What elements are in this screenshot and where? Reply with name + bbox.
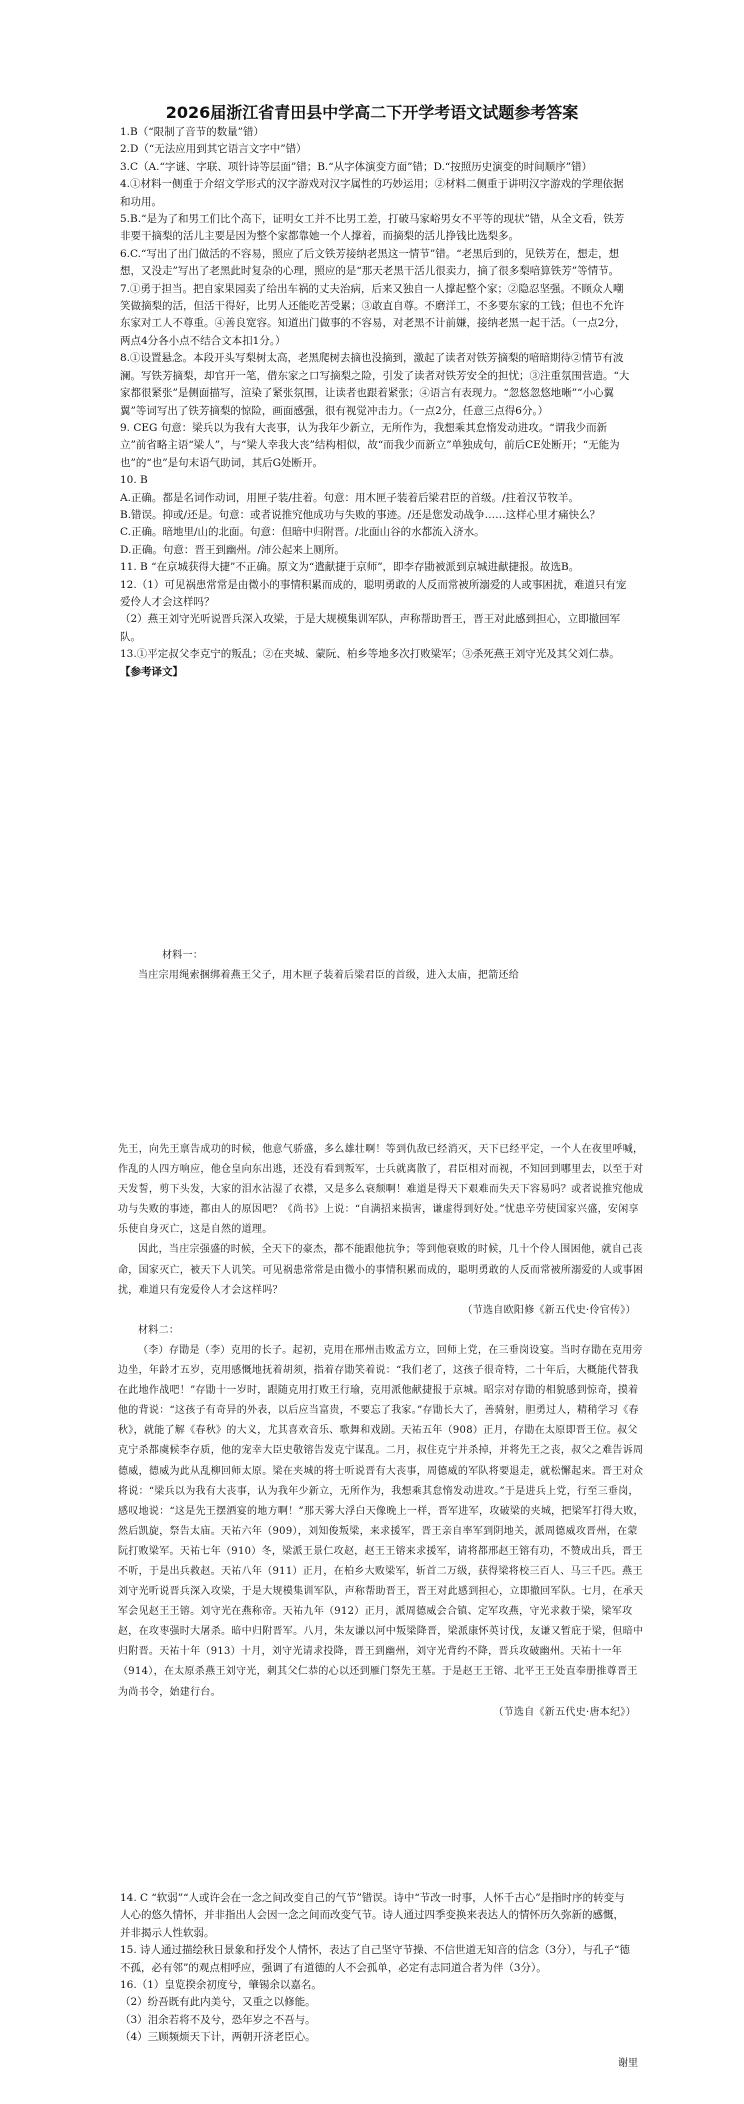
- translation-1-source: （节选自欧阳修《新五代史·伶官传》）: [462, 1304, 636, 1316]
- answer-item: C.正确。暗地里/山的北面。句意：但暗中归附晋。/北面山谷的水都流入济水。: [120, 526, 485, 539]
- material-2-label: 材料二：: [138, 1324, 180, 1336]
- answer-item: （3）泪余若将不及兮，恐年岁之不吾与。: [120, 2013, 316, 2026]
- answer-item: 15. 诗人通过描绘秋日景象和抒发个人情怀，表达了自己坚守节操、不信世道无知音的信念（3分），与孔子“德不孤，必有邻”的观点相呼应，强调了有道德的人不会孤单，必定有志同道合者为伴（3分）。: [120, 1944, 630, 1974]
- translation-1-part1: 当庄宗用绳索捆绑着燕王父子，用木匣子装着后梁君臣的首级，进入太庙，把箭还给: [138, 970, 520, 982]
- answer-item: A.正确。都是名词作动词，用匣子装/拄着。句意：用木匣子装着后梁君臣的首级。/拄着汉节牧羊。: [120, 491, 579, 504]
- translation-2-source: （节选自《新五代史·唐本纪》）: [493, 1706, 636, 1718]
- answer-item: 2.D（“无法应用到其它语言文字中”错）: [120, 143, 307, 156]
- answer-item: 3.C（A.“字谜、字联、项针诗等层面”错；B.“从字体演变方面”错；D.“按照历史演变的时间顺序”错）: [120, 160, 593, 173]
- answers-top: [120, 124, 630, 681]
- answer-item: 4.①材料一侧重于介绍文学形式的汉字游戏对汉字属性的巧妙运用；②材料二侧重于讲明汉字游戏的学理依据和功用。: [120, 178, 624, 208]
- answer-item: 1.B（“限制了音节的数量”错）: [120, 126, 264, 138]
- answer-item: 12.（1）可见祸患常常是由微小的事情积累而成的，聪明勇敢的人反而常被所溺爱的人或事困扰，难道只有宠爱伶人才会这样吗？: [120, 578, 627, 608]
- answer-item: 8.①设置悬念。本段开头写梨树太高，老黑爬树去摘也没摘到，激起了读者对铁芳摘梨的喑暗期待②情节有波澜。写铁芳摘梨，却官开一笔，借东家之口写摘梨之险，引发了读者对铁芳安全的担忧；③注重氛围营造。“大家都很紧张”是侧面描写，渲染了紧张氛围，让读者也跟着紧张；④语言有表现力。“忽悠忽悠地晰”“小心翼翼”等词写出了铁芳摘梨的惊险，画面感强，很有视觉冲击力。（一点2分，任意三点得6分。）: [120, 352, 630, 417]
- answer-item: B.错误。抑或/还是。句意：或者说推究他成功与失败的事迹。/还是您发动战争……这样心里才痛快么？: [120, 508, 601, 521]
- answer-item: 11. B “在京城获得大捷”不正确。原文为“遣献捷于京师”，即李存勖被派到京城进献捷报。故选B。: [120, 561, 580, 574]
- answer-item: （2）燕王刘守光听说晋兵深入攻梁，于是大规模集训军队，声称帮助晋王，晋王对此感到担心，立即撤回军队。: [120, 613, 621, 643]
- answer-item: 10. B: [120, 474, 148, 487]
- answer-item: 7.①勇于担当。把自家果园卖了给出车祸的丈夫治病，后来又独自一人撑起整个家；②隐忍坚强。不顾众人嘲笑做摘梨的活，但活干得好，比男人还能吃苦受累；③敢直自尊。不磨洋工，不多要东家的工钱；但也不允许东家对工人不尊重。④善良宽容。知道出门做事的不容易，对老黑不计前嫌，接纳老黑一起干活。（一点2分，两点4分各小点不结合文本扣1分。）: [120, 282, 626, 347]
- translation-1-part2: 先王，向先王禀告成功的时候，他意气骄盛，多么雄壮啊！等到仇敌已经消灭，天下已经平定，一个人在夜里呼喊，作乱的人四方响应，他仓皇向东出逃，还没有看到叛军，士兵就离散了，君臣相对而视，不知回到哪里去，以至于对天发誓，剪下头发，大家的泪水沾湿了衣襟，又是多么衰颓啊！难道是得天下艰难而失天下容易吗？或者说推究他成功与失败的事迹，都由人的原因吧？《尚书》上说：“自满招来损害，谦虚得到好处。”忧患辛劳使国家兴盛，安闲享乐使自身灭亡，这是自然的道理。: [118, 1144, 644, 1236]
- translation-1-head: [118, 946, 644, 986]
- answer-item: D.正确。句意：晋王到幽州。/沛公起来上厕所。: [120, 543, 345, 556]
- answer-item: 9. CEG 句意：梁兵以为我有大丧事，认为我年少新立，无所作为，我想乘其怠惰发动进攻。“谓我少而新立”前省略主语“梁人”，与“梁人幸我大丧”结构相似，故“而我少而新立”单独成句，前后CE处断开；“无能为也”的“也”是句末语气助词，其后G处断开。: [120, 421, 620, 469]
- answer-item: 14. C “软弱”“人或许会在一念之间改变自己的气节”错误。诗中“节改一时事，人怀千古心”是指时序的转变与人心的悠久情怀，并非指出人会因一念之间而改变气节。诗人通过四季变换来表达人的情怀历久弥新的感慨，并非揭示人性软弱。: [120, 1892, 625, 1939]
- answers-bottom: [120, 1890, 630, 2047]
- material-1-label: 材料一：: [162, 950, 204, 961]
- translation-1-body: [118, 1140, 644, 1723]
- answer-item: 16.（1）皇览揆余初度兮，肇锡余以嘉名。: [120, 1979, 322, 1992]
- answer-item: 5.B.“是为了和男工们比个高下，证明女工并不比男工差，打破马家峪男女不平等的现状”错，从全文看，铁芳非要干摘梨的活儿主要是因为整个家都靠她一个人撑着，而摘梨的活儿挣钱比选梨多。: [120, 213, 625, 243]
- answer-item: 13.①平定叔父李克宁的叛乱；②在夹城、蒙阮、柏乡等地多次打败梁军；③杀死燕王刘守光及其父刘仁恭。: [120, 648, 620, 661]
- answer-item: （2）纷吾既有此内美兮，又重之以修能。: [120, 1996, 316, 2009]
- translation-heading: 【参考译文】: [120, 665, 183, 678]
- page-title: 2026届浙江省青田县中学高二下开学考语文试题参考答案: [165, 103, 579, 122]
- translation-2: （李）存勖是（李）克用的长子。起初，克用在邢州击败孟方立，回师上党，在三垂岗设宴。当时存勖在克用旁边坐，年龄才五岁，克用感慨地抚着胡须，指着存勖笑着说：“我们老了，这孩子很奇特，二十年后，大概能代替我在此地作战吧！”存勖十一岁时，跟随克用打败王行瑜，克用派他献捷报于京城。昭宗对存勖的相貌感到惊奇，摸着他的背说：“这孩子有奇异的外表，以后应当富贵，不要忘了我家。”存勖长大了，善骑射，胆勇过人，精稍学习《春秋》，就能了解《春秋》的大义，尤其喜欢音乐、歌舞和戏剧。天祐五年（908）正月，存勖在太原即晋王位。叔父克宁杀都虞候李存质，他的宠幸大臣史敬镕告发克宁谋乱。二月，叔住克宁并杀掉，并将先王之丧，叔父之难告诉周德威，德威为此从乱柳回师太原。梁在夹城的将士听说晋有大丧事，周德威的军队将要退走，就松懈起来。晋王对众将说：“梁兵以为我有大丧事，认为我年少新立，无所作为，我想乘其怠惰发动进攻。”于是进兵上党，行至三垂岗，感叹地说：“这是先王摆酒宴的地方啊！”那天雾大浮白天像晚上一样，晋军进军，攻破梁的夹城，把梁军打得大败，然后凯旋，祭告太庙。天祐六年（909），刘知俊叛梁，来求援军，晋王亲自率军到阴地关，派周德威攻晋州，在蒙阮打败梁军。天祐七年（910）冬，梁派王景仁攻赵，赵王王镕来求援军，请将都邢赵王镕有功，不赞成出兵，晋王不听，于是出兵救赵。天祐八年（911）正月，在柏乡大败梁军，斩首二万级，获得梁将校三百人、马三千匹。燕王刘守光听说晋兵深入攻梁，于是大规模集训军队，声称帮助晋王，晋王对此感到担心，立即撤回军队。七月，在承天军会见赵王王镕。刘守光在燕称帝。天祐九年（912）正月，派周德威会合镇、定军攻燕，守光求救于梁，梁军攻赵，在攻枣强时大屠杀。暗中归附晋军。八月，朱友谦以河中叛梁降晋，梁派康怀英讨伐，友谦又暂庇于梁，但暗中归附晋。天祐十年（913）十月，刘守光请求投降，晋王到幽州，刘守光背约不降，晋兵攻破幽州。天祐十一年（914），在太原杀燕王刘守光，刺其父仁恭的心以还到雁门祭先王墓。于是赵王王镕、北平王王处直奉册推尊晋王为尚书令，始建行台。: [118, 1344, 644, 1698]
- footer-mark: 谢里: [618, 2058, 638, 2069]
- answer-item: （4）三顾频烦天下计，两朝开济老臣心。: [120, 2031, 316, 2044]
- translation-1-part3: 因此，当庄宗强盛的时候，全天下的豪杰，都不能跟他抗争；等到他衰败的时候，几十个伶人围困他，就自己丧命，国家灭亡，被天下人讥笑。可见祸患常常是由微小的事情积累而成的，聪明勇敢的人反而常被所溺爱的人或事困扰，难道只有宠爱伶人才会这样吗？: [118, 1244, 644, 1296]
- answer-item: 6.C.“写出了出门做活的不容易，照应了后文铁芳接纳老黑这一情节”错。“老黑后到的，见铁芳在，想走，想想，又没走”写出了老黑此时复杂的心理，照应的是“那天老黑干活儿很卖力，摘了很多梨喑算铁芳”等情节。: [120, 247, 620, 278]
